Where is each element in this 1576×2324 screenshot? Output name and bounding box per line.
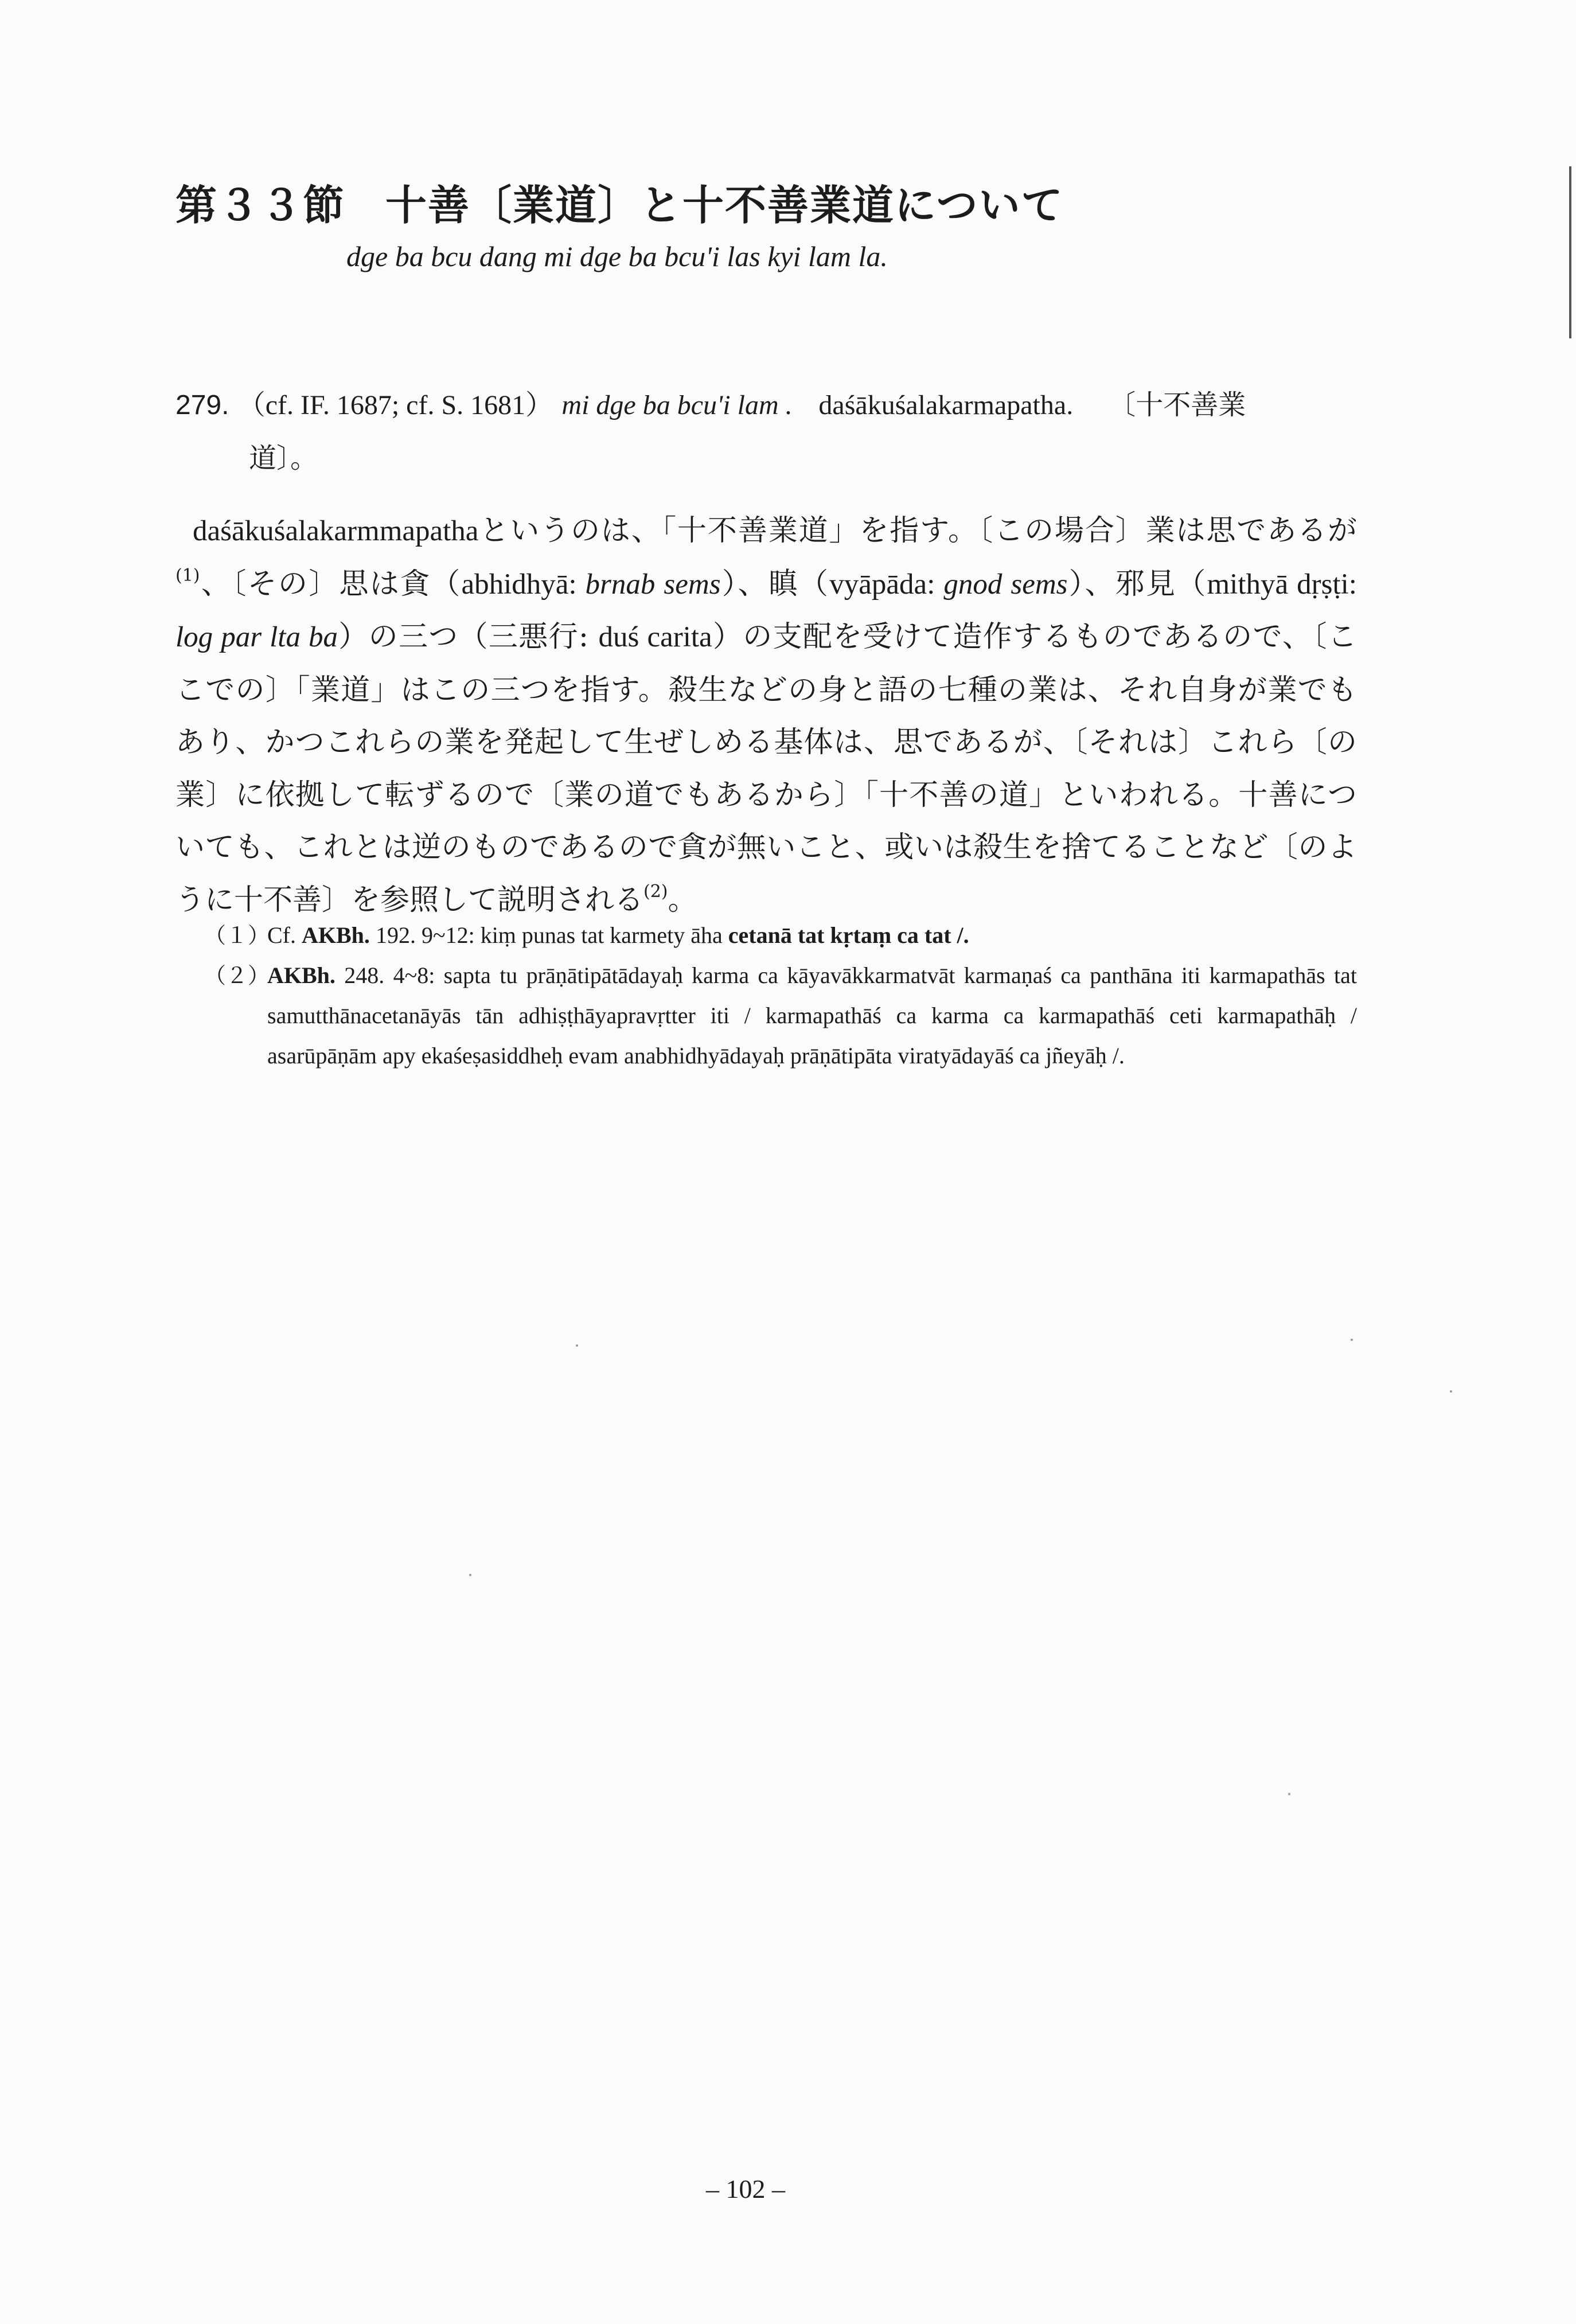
scan-speck xyxy=(576,1344,578,1347)
body-tibetan-term: brnab sems xyxy=(585,568,721,601)
body-tibetan-term: gnod sems xyxy=(943,568,1068,601)
section-number: 第３３節 xyxy=(175,181,346,229)
entry-japanese-term-cont: 道〕。 xyxy=(249,442,318,474)
body-text-segment: ）の支配を受けて造作するものであるので、〔ここでの〕「業道」はこの三つを指す。殺生などの身と語の七種の業は、それ自身が業でもあり、かつこれらの業を発起して生ぜしめる基体は、思であるが、〔それは〕これら〔の業〕に依拠して転ずるので〔業の道でもあるから〕「十不善の道」といわれる。十善についても、これとは逆のものであるので貪が無いこと、或いは殺生を捨てることなど〔のように十不善〕を参照して説明される xyxy=(175,620,1357,917)
entry-sanskrit-term: daśākuśalakarmapatha. xyxy=(818,390,1074,420)
body-text-segment: ）、瞋（ xyxy=(720,567,830,601)
footnote-2 xyxy=(204,956,1357,1076)
footnote-ref-2[interactable]: (2) xyxy=(643,881,668,902)
body-text-segment: ）の三つ（三悪行: xyxy=(338,620,599,654)
section-title: 十善〔業道〕と十不善業道について xyxy=(385,181,1064,229)
scan-margin-mark xyxy=(1569,166,1571,338)
footnote-1 xyxy=(204,915,1357,956)
body-sanskrit-term: mithyā dṛṣṭi: xyxy=(1207,568,1357,601)
section-heading xyxy=(175,172,1064,232)
body-paragraph xyxy=(175,505,1357,926)
page-number: – 102 – xyxy=(706,2174,785,2204)
footnote-mark: （１） xyxy=(204,923,270,948)
entry-japanese-term: 〔十不善業 xyxy=(1108,389,1246,421)
body-sanskrit-term: vyāpāda: xyxy=(829,568,944,601)
scan-speck xyxy=(1450,1390,1452,1393)
scan-speck xyxy=(469,1574,471,1576)
body-text-segment: というのは、「十不善業道」を指す。〔この場合〕業は思であるが xyxy=(478,514,1357,548)
entry-tibetan-term: mi dge ba bcu'i lam . xyxy=(561,390,793,420)
body-sanskrit-term: abhidhyā: xyxy=(461,568,586,601)
body-sanskrit-term: daśākuśalakarmmapatha xyxy=(193,515,479,547)
body-text-segment: ）、邪見（ xyxy=(1067,567,1207,601)
footnotes xyxy=(204,915,1357,1076)
entry-number: 279. xyxy=(175,390,229,420)
footnote-text: Cf. AKBh. 192. 9~12: kiṃ punas tat karmety āha cetanā tat kṛtaṃ ca tat /. xyxy=(267,922,969,948)
footnote-mark: （２） xyxy=(204,963,270,988)
footnote-text: AKBh. 248. 4~8: sapta tu prāṇātipātādayaḥ karma ca kāyavākkarmatvāt karmaṇaś ca panthāna iti karmapathās tat samutthānacetanāyās tān adhiṣṭhāyapravṛtter iti / karmapathāś ca karma ca karmapathāś ceti karmapathāḥ / asarūpāṇām apy ekaśeṣasiddheḥ evam anabhidhyādayaḥ prāṇātipāta viratyādayāś ca jñeyāḥ /. xyxy=(267,962,1357,1069)
entry-references: （cf. IF. 1687; cf. S. 1681） xyxy=(237,390,553,420)
scan-speck xyxy=(1351,1339,1353,1341)
section-subtitle: dge ba bcu dang mi dge ba bcu'i las kyi lam la. xyxy=(346,240,888,272)
scan-speck xyxy=(1288,1793,1290,1795)
entry-279 xyxy=(175,379,1345,485)
body-text-segment: 、〔その〕思は貪（ xyxy=(200,567,462,601)
body-tibetan-term: log par lta ba xyxy=(175,621,338,653)
body-text-segment: 。 xyxy=(668,883,697,917)
body-sanskrit-term: duś carita xyxy=(598,621,712,653)
footnote-ref-1[interactable]: (1) xyxy=(175,565,200,586)
